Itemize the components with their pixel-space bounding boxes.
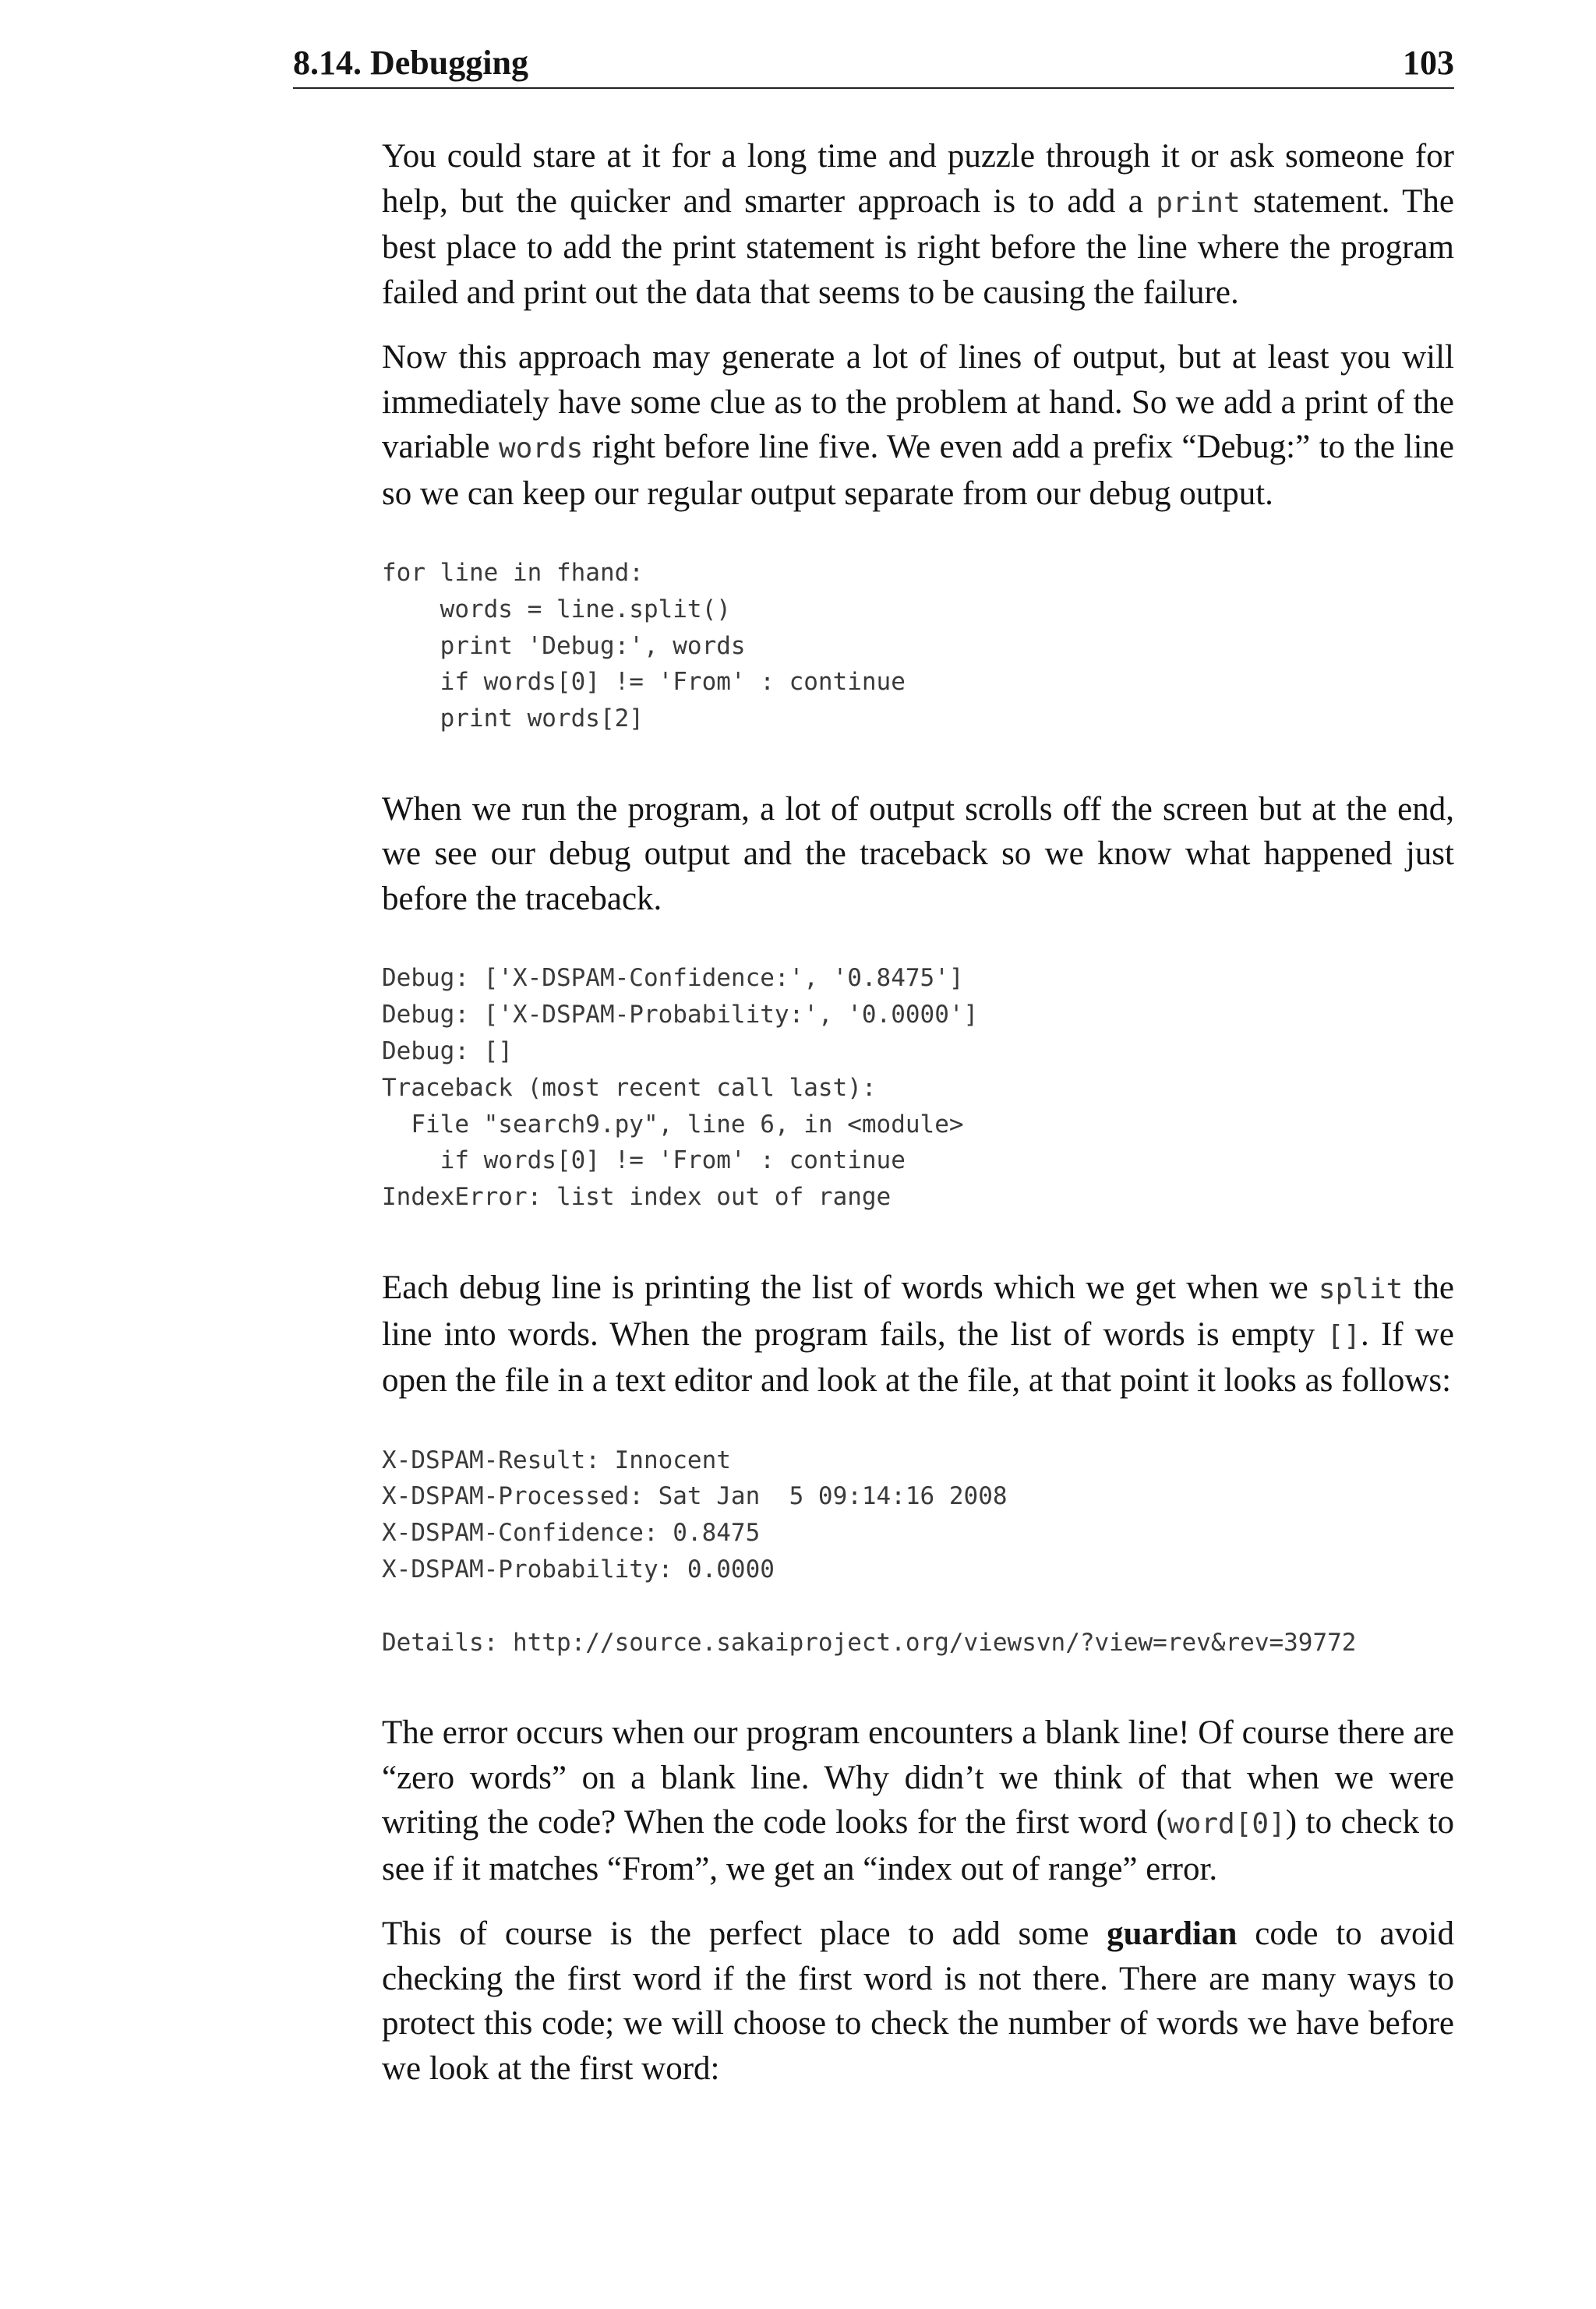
text-run: . If we open the file in a text editor and look at the file, at that point it looks as follows: (382, 1315, 1454, 1400)
text-run: Now this approach may generate a lot of lines of output, but at least you will immediately have some clue as to the problem at hand. So we add a print of the variable (382, 339, 1454, 465)
text-run: right before line five. We even add a prefix “Debug:” to the line so we can keep our regular output separate from our debug output. (382, 429, 1454, 512)
text-run: code to avoid checking the first word if the first word is not there. There are many ways to protect this code; we will choose to check the number of words we have before we look at the first word: (382, 1915, 1454, 2087)
code-line: words = line.split() (382, 595, 731, 623)
inline-code: words (498, 432, 584, 464)
paragraph (382, 787, 1454, 922)
code-block (382, 1442, 1454, 1661)
code-block (382, 960, 1454, 1216)
code-line: IndexError: list index out of range (382, 1183, 892, 1212)
paragraph (382, 1912, 1454, 2091)
text-run: The error occurs when our program encounters a blank line! Of course there are “zero words” on a blank line. Why didn’t we think of that when we were writing the code? When the code looks for the first word ( (382, 1714, 1454, 1841)
code-line: X-DSPAM-Confidence: 0.8475 (382, 1519, 761, 1548)
code-line: print words[2] (382, 704, 644, 733)
inline-code: print (1156, 186, 1241, 219)
text-run: This of course is the perfect place to add some (382, 1915, 1107, 1953)
code-line: X-DSPAM-Result: Innocent (382, 1446, 731, 1474)
page-content (382, 134, 1454, 2091)
inline-code: split (1318, 1273, 1404, 1306)
paragraph (382, 134, 1454, 315)
code-line: for line in fhand: (382, 559, 644, 587)
text-run: ) to check to see if it matches “From”, we get an “index out of range” error. (382, 1804, 1454, 1887)
text-run: statement. The best place to add the print statement is right before the line where the program failed and print out the data that seems to be causing the failure. (382, 182, 1454, 311)
running-header (293, 39, 1454, 89)
code-line: File "search9.py", line 6, in <module> (382, 1110, 964, 1139)
page-number: 103 (1403, 44, 1454, 82)
section-title: 8.14. Debugging (293, 44, 528, 82)
text-run: When we run the program, a lot of output scrolls off the screen but at the end, we see our debug output and the traceback so we know what happened just before the traceback. (382, 790, 1454, 917)
text-run: Each debug line is printing the list of words which we get when we (382, 1269, 1319, 1307)
text-run: the line into words. When the program fails, the list of words is empty (382, 1269, 1454, 1353)
code-line: Debug: ['X-DSPAM-Probability:', '0.0000'] (382, 1001, 979, 1029)
code-line (382, 1588, 1454, 1625)
paragraph (382, 1266, 1454, 1403)
code-line: X-DSPAM-Processed: Sat Jan 5 09:14:16 2008 (382, 1482, 1008, 1511)
inline-code: [] (1326, 1319, 1361, 1352)
code-line: Traceback (most recent call last): (382, 1073, 877, 1102)
code-line: Details: http://source.sakaiproject.org/viewsvn/?view=rev&rev=39772 (382, 1628, 1357, 1657)
text-run: You could stare at it for a long time and puzzle through it or ask someone for help, but the quicker and smarter approach is to add a (382, 138, 1454, 220)
bold-term: guardian (1107, 1915, 1238, 1953)
inline-code: word[0] (1167, 1808, 1286, 1841)
code-line: X-DSPAM-Probability: 0.0000 (382, 1555, 775, 1583)
code-line: print 'Debug:', words (382, 631, 746, 660)
paragraph (382, 1711, 1454, 1891)
code-block (382, 555, 1454, 737)
paragraph (382, 335, 1454, 516)
code-line: Debug: ['X-DSPAM-Confidence:', '0.8475'] (382, 964, 964, 993)
code-line: if words[0] != 'From' : continue (382, 668, 906, 697)
code-line: if words[0] != 'From' : continue (382, 1146, 906, 1175)
code-line: Debug: [] (382, 1037, 513, 1066)
